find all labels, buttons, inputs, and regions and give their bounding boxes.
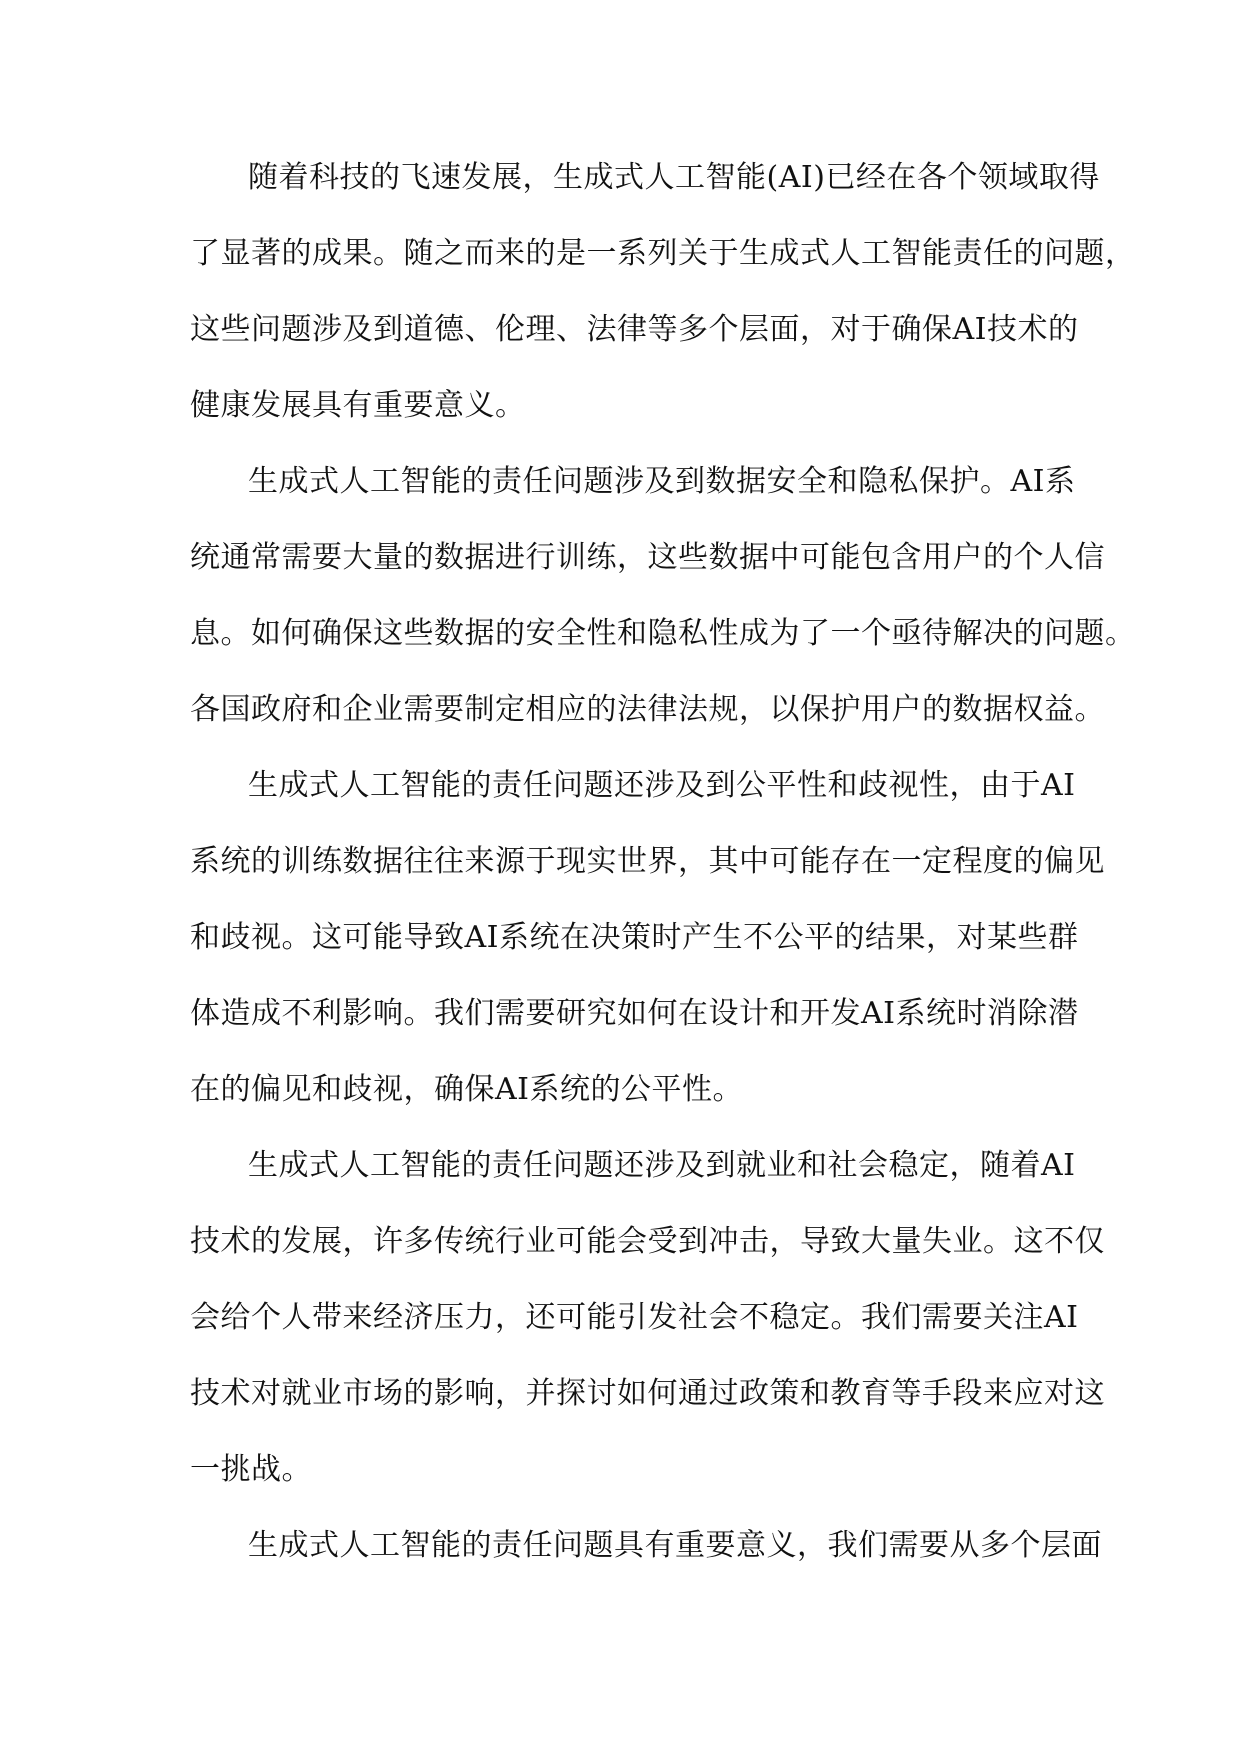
paragraph-line: 体造成不利影响。我们需要研究如何在设计和开发AI系统时消除潜 xyxy=(190,996,1079,1031)
paragraph-3 xyxy=(190,748,1105,1128)
paragraph-line: 这些问题涉及到道德、伦理、法律等多个层面，对于确保AI技术的 xyxy=(190,312,1079,347)
paragraph-line: 会给个人带来经济压力，还可能引发社会不稳定。我们需要关注AI xyxy=(190,1300,1079,1335)
paragraph-line: 技术的发展，许多传统行业可能会受到冲击，导致大量失业。这不仅 xyxy=(190,1224,1105,1259)
paragraph-4 xyxy=(190,1128,1105,1508)
paragraph-line: 生成式人工智能的责任问题还涉及到公平性和歧视性，由于AI xyxy=(248,768,1076,803)
document-body xyxy=(190,140,1136,1584)
paragraph-line: 系统的训练数据往往来源于现实世界，其中可能存在一定程度的偏见 xyxy=(190,844,1105,879)
paragraph-line: 一挑战。 xyxy=(190,1452,312,1487)
paragraph-line: 在的偏见和歧视，确保AI系统的公平性。 xyxy=(190,1072,744,1107)
paragraph-line: 随着科技的飞速发展，生成式人工智能(AI)已经在各个领域取得 xyxy=(248,160,1100,195)
paragraph-line: 生成式人工智能的责任问题涉及到数据安全和隐私保护。AI系 xyxy=(248,464,1076,499)
paragraph-line: 各国政府和企业需要制定相应的法律法规，以保护用户的数据权益。 xyxy=(190,692,1105,727)
paragraph-1 xyxy=(190,140,1136,444)
paragraph-line: 技术对就业市场的影响，并探讨如何通过政策和教育等手段来应对这 xyxy=(190,1376,1105,1411)
paragraph-line: 健康发展具有重要意义。 xyxy=(190,388,526,423)
paragraph-line: 息。如何确保这些数据的安全性和隐私性成为了一个亟待解决的问题。 xyxy=(190,616,1136,651)
paragraph-line: 生成式人工智能的责任问题还涉及到就业和社会稳定，随着AI xyxy=(248,1148,1076,1183)
paragraph-2 xyxy=(190,444,1136,748)
paragraph-5 xyxy=(190,1508,1102,1584)
paragraph-line: 生成式人工智能的责任问题具有重要意义，我们需要从多个层面 xyxy=(248,1528,1102,1563)
paragraph-line: 了显著的成果。随之而来的是一系列关于生成式人工智能责任的问题， xyxy=(190,236,1136,271)
paragraph-line: 统通常需要大量的数据进行训练，这些数据中可能包含用户的个人信 xyxy=(190,540,1105,575)
paragraph-line: 和歧视。这可能导致AI系统在决策时产生不公平的结果，对某些群 xyxy=(190,920,1079,955)
